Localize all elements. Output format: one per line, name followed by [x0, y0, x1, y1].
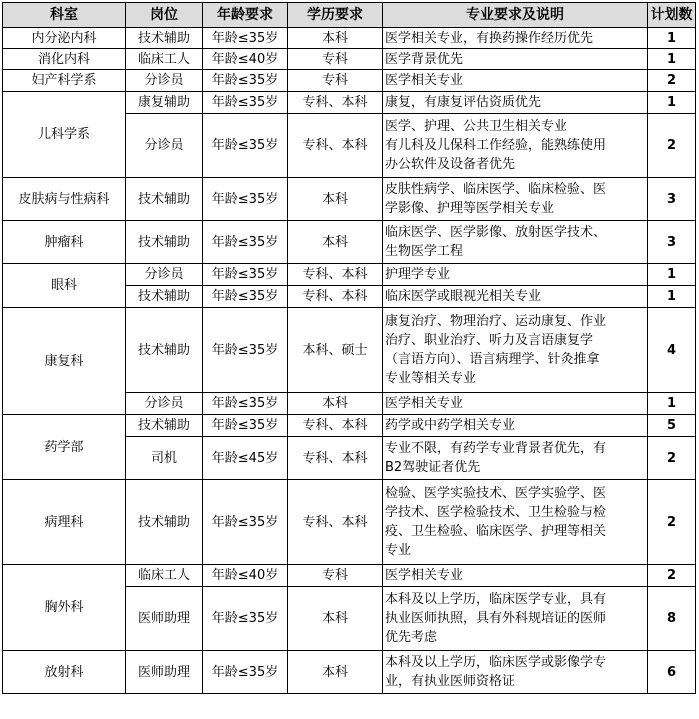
age-cell: 年龄≤35岁	[203, 264, 288, 286]
position-cell: 分诊员	[126, 393, 203, 415]
position-cell: 技术辅助	[126, 28, 203, 49]
education-cell: 专科、本科	[288, 480, 383, 565]
age-cell: 年龄≤35岁	[203, 28, 288, 49]
table-wrapper	[2, 2, 696, 694]
count-cell: 2	[648, 480, 696, 565]
position-cell: 技术辅助	[126, 415, 203, 437]
requirements-cell: 检验、医学实验技术、医学实验学、医 学技术、医学检验技术、卫生检验与检 疫、卫生检验、临床医学、护理等相关 专业	[383, 480, 648, 565]
age-cell: 年龄≤35岁	[203, 221, 288, 264]
count-cell: 1	[648, 286, 696, 308]
age-cell: 年龄≤35岁	[203, 480, 288, 565]
count-cell: 2	[648, 70, 696, 92]
dept-cell: 肿瘤科	[3, 221, 126, 264]
education-cell: 专科、本科	[288, 114, 383, 178]
dept-cell: 儿科学系	[3, 92, 126, 178]
dept-cell: 药学部	[3, 415, 126, 480]
position-cell: 技术辅助	[126, 286, 203, 308]
requirements-cell: 临床医学或眼视光相关专业	[383, 286, 648, 308]
education-cell: 本科	[288, 221, 383, 264]
age-cell: 年龄≤35岁	[203, 286, 288, 308]
age-cell: 年龄≤35岁	[203, 178, 288, 221]
age-cell: 年龄≤35岁	[203, 587, 288, 651]
education-cell: 专科、本科	[288, 437, 383, 480]
education-cell: 专科、本科	[288, 264, 383, 286]
position-cell: 技术辅助	[126, 221, 203, 264]
requirements-cell: 医学相关专业	[383, 565, 648, 587]
education-cell: 本科	[288, 393, 383, 415]
requirements-cell: 药学或中药学相关专业	[383, 415, 648, 437]
header-requirements: 专业要求及说明	[383, 3, 648, 28]
count-cell: 2	[648, 114, 696, 178]
requirements-cell: 本科及以上学历，临床医学专业，具有 执业医师执照，具有外科规培证的医师 优先考虑	[383, 587, 648, 651]
age-cell: 年龄≤40岁	[203, 49, 288, 70]
count-cell: 5	[648, 415, 696, 437]
education-cell: 本科	[288, 178, 383, 221]
dept-cell: 消化内科	[3, 49, 126, 70]
age-cell: 年龄≤40岁	[203, 565, 288, 587]
count-cell: 3	[648, 221, 696, 264]
position-cell: 司机	[126, 437, 203, 480]
education-cell: 本科	[288, 587, 383, 651]
table-row	[3, 480, 696, 565]
table-row	[3, 651, 696, 694]
age-cell: 年龄≤35岁	[203, 92, 288, 114]
requirements-cell: 康复，有康复评估资质优先	[383, 92, 648, 114]
requirements-cell: 医学背景优先	[383, 49, 648, 70]
requirements-cell: 皮肤性病学、临床医学、临床检验、医 学影像、护理等医学相关专业	[383, 178, 648, 221]
header-education: 学历要求	[288, 3, 383, 28]
position-cell: 分诊员	[126, 264, 203, 286]
requirements-cell: 医学相关专业	[383, 70, 648, 92]
dept-cell: 胸外科	[3, 565, 126, 651]
table-row	[3, 178, 696, 221]
position-cell: 临床工人	[126, 565, 203, 587]
count-cell: 1	[648, 92, 696, 114]
count-cell: 2	[648, 437, 696, 480]
count-cell: 8	[648, 587, 696, 651]
header-row	[3, 3, 696, 28]
count-cell: 2	[648, 565, 696, 587]
requirements-cell: 康复治疗、物理治疗、运动康复、作业 治疗、职业治疗、听力及言语康复学 （言语方向）、语言病理学、针灸推拿 专业等相关专业	[383, 308, 648, 393]
education-cell: 专科	[288, 565, 383, 587]
requirements-cell: 医学相关专业，有换药操作经历优先	[383, 28, 648, 49]
dept-cell: 放射科	[3, 651, 126, 694]
header-age: 年龄要求	[203, 3, 288, 28]
table-row	[3, 565, 696, 587]
dept-cell: 皮肤病与性病科	[3, 178, 126, 221]
position-cell: 技术辅助	[126, 178, 203, 221]
requirements-cell: 护理学专业	[383, 264, 648, 286]
education-cell: 专科	[288, 49, 383, 70]
dept-cell: 眼科	[3, 264, 126, 308]
dept-cell: 病理科	[3, 480, 126, 565]
position-cell: 医师助理	[126, 587, 203, 651]
education-cell: 专科、本科	[288, 92, 383, 114]
position-cell: 分诊员	[126, 114, 203, 178]
dept-cell: 妇产科学系	[3, 70, 126, 92]
header-dept: 科室	[3, 3, 126, 28]
position-cell: 康复辅助	[126, 92, 203, 114]
age-cell: 年龄≤35岁	[203, 70, 288, 92]
position-cell: 分诊员	[126, 70, 203, 92]
position-cell: 临床工人	[126, 49, 203, 70]
age-cell: 年龄≤35岁	[203, 393, 288, 415]
dept-cell: 内分泌内科	[3, 28, 126, 49]
requirements-cell: 专业不限，有药学专业背景者优先，有 B2驾驶证者优先	[383, 437, 648, 480]
table-row	[3, 49, 696, 70]
age-cell: 年龄≤35岁	[203, 114, 288, 178]
requirements-cell: 临床医学、医学影像、放射医学技术、 生物医学工程	[383, 221, 648, 264]
dept-cell: 康复科	[3, 308, 126, 415]
requirements-cell: 医学、护理、公共卫生相关专业 有儿科及儿保科工作经验，能熟练使用 办公软件及设备者优先	[383, 114, 648, 178]
table-row	[3, 92, 696, 114]
count-cell: 4	[648, 308, 696, 393]
education-cell: 专科	[288, 70, 383, 92]
header-count: 计划数	[648, 3, 696, 28]
position-cell: 医师助理	[126, 651, 203, 694]
education-cell: 本科、硕士	[288, 308, 383, 393]
position-cell: 技术辅助	[126, 480, 203, 565]
requirements-cell: 本科及以上学历，临床医学或影像学专 业，有执业医师资格证	[383, 651, 648, 694]
header-position: 岗位	[126, 3, 203, 28]
recruitment-table	[2, 2, 696, 694]
table-row	[3, 308, 696, 393]
count-cell: 3	[648, 178, 696, 221]
education-cell: 专科、本科	[288, 415, 383, 437]
age-cell: 年龄≤45岁	[203, 437, 288, 480]
education-cell: 本科	[288, 651, 383, 694]
education-cell: 专科、本科	[288, 286, 383, 308]
table-row	[3, 264, 696, 286]
table-row	[3, 415, 696, 437]
table-row	[3, 221, 696, 264]
count-cell: 6	[648, 651, 696, 694]
count-cell: 1	[648, 393, 696, 415]
age-cell: 年龄≤35岁	[203, 651, 288, 694]
table-row	[3, 28, 696, 49]
position-cell: 技术辅助	[126, 308, 203, 393]
requirements-cell: 医学相关专业	[383, 393, 648, 415]
age-cell: 年龄≤35岁	[203, 308, 288, 393]
count-cell: 1	[648, 28, 696, 49]
age-cell: 年龄≤35岁	[203, 415, 288, 437]
count-cell: 1	[648, 264, 696, 286]
table-row	[3, 70, 696, 92]
education-cell: 本科	[288, 28, 383, 49]
count-cell: 1	[648, 49, 696, 70]
